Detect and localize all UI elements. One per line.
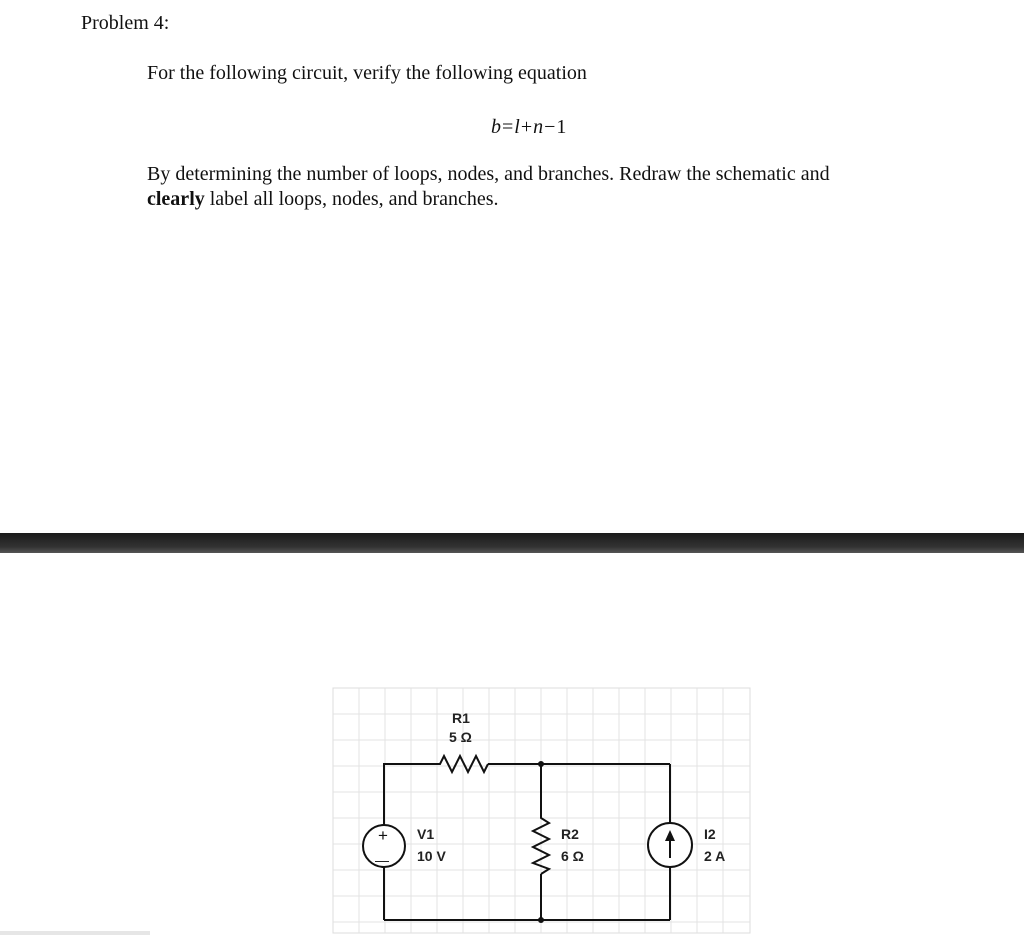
instructions-part1: By determining the number of loops, nodes, and branches. Redraw the schematic and [147, 163, 830, 185]
equation-minus: − [544, 116, 557, 138]
equation-n: n [533, 116, 545, 138]
node-dot-top [538, 761, 544, 767]
r2-name-label: R2 [561, 826, 579, 842]
r1-name-label: R1 [452, 710, 470, 726]
bottom-edge-strip [0, 931, 150, 935]
equation-l: l [514, 116, 521, 138]
i2-value-label: 2 A [704, 848, 726, 864]
intro-text: For the following circuit, verify the following equation [147, 62, 587, 84]
v1-plus-sign: + [378, 826, 388, 845]
resistor-r1-icon [436, 756, 488, 772]
equation-plus: + [520, 116, 534, 138]
equation-b: b [491, 116, 502, 138]
v1-name-label: V1 [417, 826, 435, 842]
v1-minus-sign: — [375, 852, 389, 868]
circuit-wires [384, 764, 670, 920]
r2-value-label: 6 Ω [561, 848, 584, 864]
i2-name-label: I2 [704, 826, 716, 842]
r1-value-label: 5 Ω [449, 729, 472, 745]
problem-heading: Problem 4: [81, 12, 170, 34]
equation-equals: = [502, 116, 515, 138]
v1-value-label: 10 V [417, 848, 446, 864]
instructions-bold-word: clearly [147, 188, 205, 210]
current-source-i2-icon [648, 823, 692, 867]
equation-one: 1 [556, 116, 568, 138]
instructions-part2: label all loops, nodes, and branches. [204, 188, 499, 210]
node-dot-bottom [538, 917, 544, 923]
